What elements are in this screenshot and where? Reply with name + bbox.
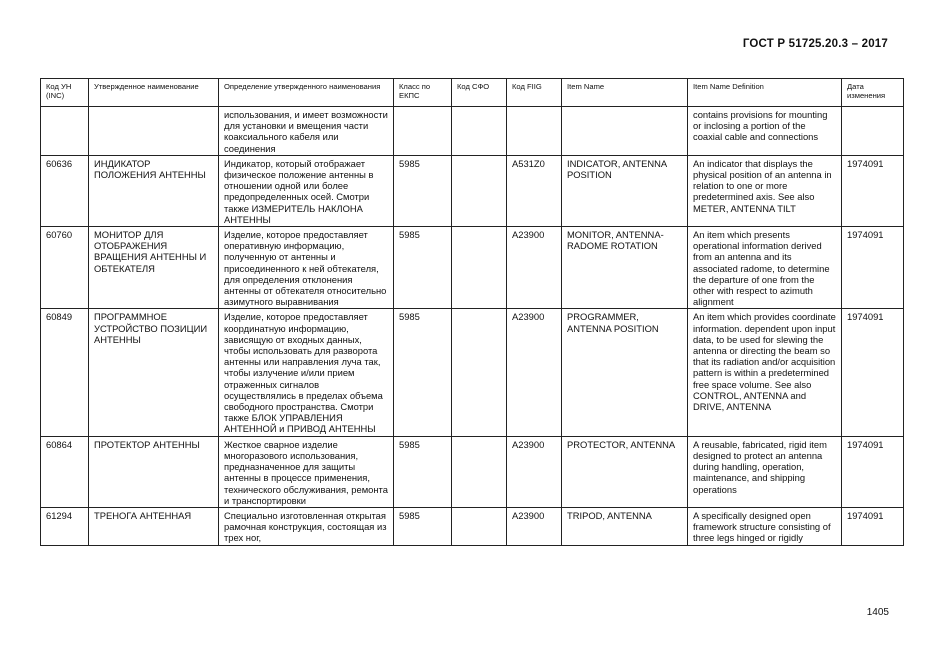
cell-class [394,107,452,156]
cell-approved-name [89,107,219,156]
cell-item-name: MONITOR, ANTENNA-RADOME ROTATION [562,227,688,309]
table-row [41,309,904,436]
cell-inc: 60636 [41,155,89,226]
cell-item-name-definition: An indicator that displays the physical position of an antenna in relation to one or more predetermined axis. See also METER, ANTENNA TILT [688,155,842,226]
cell-change-date: 1974091 [842,436,904,507]
column-header-sfo: Код СФО [452,79,507,107]
page-number: 1405 [866,607,889,618]
cell-inc: 60849 [41,309,89,436]
cell-approved-name: ИНДИКАТОР ПОЛОЖЕНИЯ АНТЕННЫ [89,155,219,226]
cell-item-name-definition: An item which provides coordinate information. dependent upon input data, to be used for slewing the antenna or directing the beam so that its radiation and/or acquisition pattern is within a predetermined free space volume. See also CONTROL, ANTENNA and DRIVE, ANTENNA [688,309,842,436]
cell-item-name-definition: A reusable, fabricated, rigid item designed to protect an antenna during handling, operation, maintenance, and shipping operations [688,436,842,507]
cell-approved-name: ПРОГРАММНОЕ УСТРОЙСТВО ПОЗИЦИИ АНТЕННЫ [89,309,219,436]
cell-change-date: 1974091 [842,507,904,545]
cell-class: 5985 [394,227,452,309]
cell-approved-name: МОНИТОР ДЛЯ ОТОБРАЖЕНИЯ ВРАЩЕНИЯ АНТЕННЫ И ОБТЕКАТЕЛЯ [89,227,219,309]
cell-fiig: A23900 [507,227,562,309]
cell-definition: Жесткое сварное изделие многоразового использования, предназначенное для защиты антенны в процессе применения, технического обслуживания, ремонта и транспортировки [219,436,394,507]
cell-class: 5985 [394,155,452,226]
column-header-change-date: Дата изменения [842,79,904,107]
cell-change-date [842,107,904,156]
cell-change-date: 1974091 [842,309,904,436]
table-row [41,155,904,226]
cell-item-name: PROTECTOR, ANTENNA [562,436,688,507]
cell-sfo [452,227,507,309]
cell-class: 5985 [394,436,452,507]
cell-item-name-definition: contains provisions for mounting or inclosing a portion of the coaxial cable and connections [688,107,842,156]
cell-sfo [452,155,507,226]
cell-item-name: TRIPOD, ANTENNA [562,507,688,545]
cell-sfo [452,507,507,545]
cell-change-date: 1974091 [842,155,904,226]
cell-item-name-definition: A specifically designed open framework structure consisting of three legs hinged or rigidly [688,507,842,545]
table-header-row [41,79,904,107]
document-title: ГОСТ Р 51725.20.3 – 2017 [742,38,888,50]
cell-item-name: INDICATOR, ANTENNA POSITION [562,155,688,226]
column-header-inc: Код УН (INC) [41,79,89,107]
cell-inc: 60760 [41,227,89,309]
cell-fiig: A23900 [507,436,562,507]
cell-fiig: A531Z0 [507,155,562,226]
table-row [41,227,904,309]
cell-definition: Изделие, которое предоставляет оперативную информацию, полученную от антенны и присоединенного к ней обтекателя, для определения отклонения антенны от обтекателя относительно азимутного выравнивания [219,227,394,309]
table-row [41,507,904,545]
cell-definition: Изделие, которое предоставляет координатную информацию, зависящую от входных данных, чтобы использовать для разворота антенны или направления луча так, чтобы излучение и/или прием отраженных сигналов осуществлялись в пределах объема свободного пространства. Смотри также БЛОК УПРАВЛЕНИЯ АНТЕННОЙ и ПРИВОД АНТЕННЫ [219,309,394,436]
column-header-class: Класс по ЕКПС [394,79,452,107]
cell-sfo [452,436,507,507]
cell-inc: 60864 [41,436,89,507]
column-header-fiig: Код FIIG [507,79,562,107]
cell-inc [41,107,89,156]
cell-item-name-definition: An item which presents operational information derived from an antenna and its associated radome, to determine the departure of one from the other with respect to azimuth alignment [688,227,842,309]
cell-fiig [507,107,562,156]
catalog-table [40,78,904,546]
cell-item-name: PROGRAMMER, ANTENNA POSITION [562,309,688,436]
cell-class: 5985 [394,507,452,545]
table-row [41,436,904,507]
column-header-definition: Определение утвержденного наименования [219,79,394,107]
table-row [41,107,904,156]
cell-change-date: 1974091 [842,227,904,309]
cell-fiig: A23900 [507,507,562,545]
cell-inc: 61294 [41,507,89,545]
cell-sfo [452,107,507,156]
column-header-approved-name: Утвержденное наименование [89,79,219,107]
cell-approved-name: ПРОТЕКТОР АНТЕННЫ [89,436,219,507]
cell-sfo [452,309,507,436]
cell-definition: использования, и имеет возможности для установки и вмещения части коаксиального кабеля или соединения [219,107,394,156]
column-header-item-name: Item Name [562,79,688,107]
column-header-item-name-definition: Item Name Definition [688,79,842,107]
cell-class: 5985 [394,309,452,436]
cell-approved-name: ТРЕНОГА АНТЕННАЯ [89,507,219,545]
cell-definition: Индикатор, который отображает физическое положение антенны в отношении одной или более предопределенных осей. Смотри также ИЗМЕРИТЕЛЬ НАКЛОНА АНТЕННЫ [219,155,394,226]
cell-definition: Специально изготовленная открытая рамочная конструкция, состоящая из трех ног, [219,507,394,545]
cell-fiig: A23900 [507,309,562,436]
cell-item-name [562,107,688,156]
